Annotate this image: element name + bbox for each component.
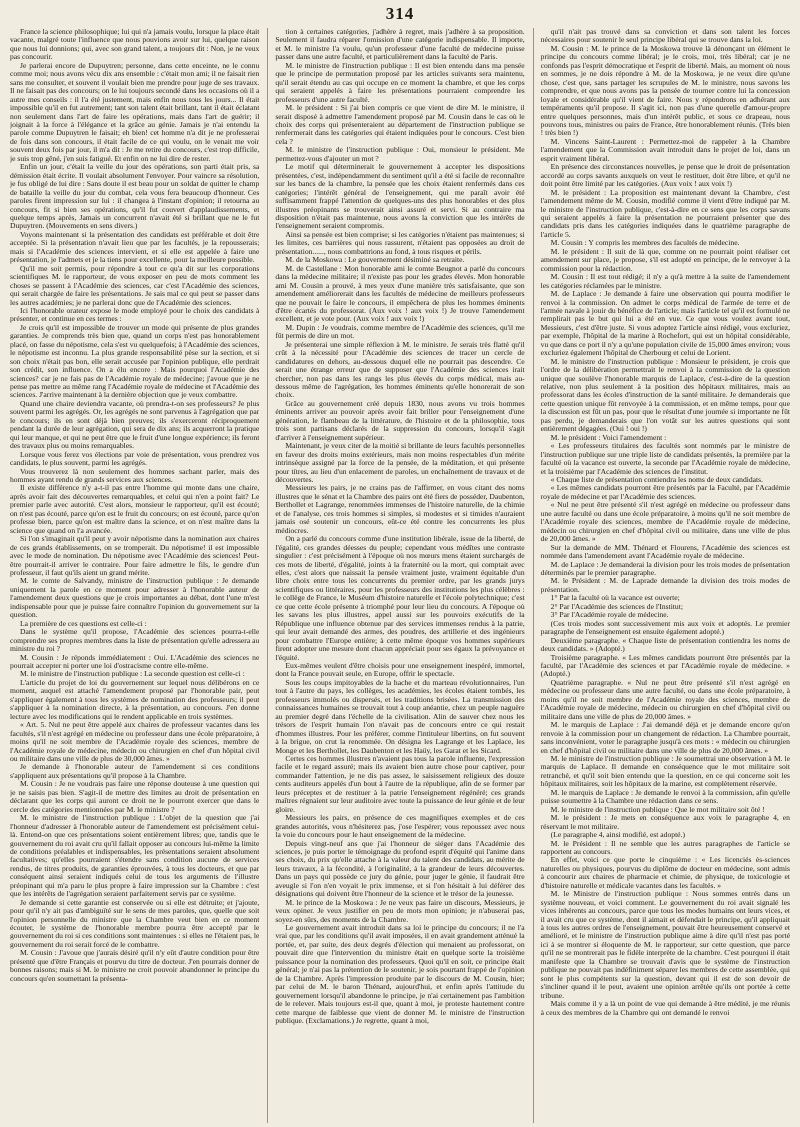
paragraph: Sous les coups impitoyables de la hache et du marteau révolutionnaires, l'un tout à l'autre du pays, les collèges, les académies, les écoles étaient tombés, les professeurs immolés ou dispersés, et les traditions brisées. La transmission des connaissances humaines se trouvait tout à coup anéantie, chez un peuple naguère au premier degré dans l'échelle de la civilisation. Alin de sauver chez nous les trésors de l'esprit humain l'on n'avait pas de concours entre ce qui restait d'hommes illustres. Pour les préférer, comme l'intituleur libertins, on fut souvent à la brigue, on crut la renommée. On désigna les Lagrange et les Laplace, les Monge et les Berthollet, les Daubenton et les Haüy, les Garat et les Sicard. [275, 677, 525, 755]
paragraph: Certes ces hommes illustres n'avaient pas tous la parole influente, l'expression facile et le regard assuré; mais ils avaient bien autre chose pour captiver, pour commander l'attention, je ne dis pas assez, le saisissement religieux des douze cents auditeurs appelés d'un bout à l'autre de la république, afin de se former par leurs préceptes et de restituer à la patrie l'enseignement régénéré; ces grands maîtres régnaient sur leur auditoire avec toute la puissance de leur génie et de leur gloire. [275, 753, 525, 814]
paragraph: 3° Par l'Académie royale de médecine. [550, 610, 669, 620]
paragraph: Sur la demande de MM. Thénard et Flourens, l'Académie des sciences est nommée dans l'amendement avant l'Académie royale de médecine. [540, 542, 790, 561]
paragraph: M. le président : Voici l'amendement : [550, 432, 667, 442]
paragraph: Si l'on s'imaginait qu'il peut y avoir népotisme dans la nomination aux chaires de ces grands établissements, on se tromperait. Du népotisme! il est impossible avec le mode de nomination. Du népotisme avec l'Académie des sciences! Peut-être pourrait-il arriver le contraire. Pour faire admettre le fils, le gendre d'un professeur, il faut qu'ils aient un grand mérite. [10, 534, 260, 577]
paragraph: « Art. 5. Nul ne peut être appelé aux chaires de professeur vacantes dans les facultés, s'il n'est agrégé en médecine ou professeur dans une école préparatoire, à moins qu'il ne soit membre de l'Académie royale des sciences, membre de l'Académie royale de médecine, médecin ou chirurgien en chef d'un hôpital civil ou militaire dans une ville de plus de 30,000 âmes. » [10, 720, 260, 763]
paragraph: M. le marquis de Laplace : J'ai demandé déjà et je demande encore qu'on renvoie à la commission pour un changement de rédaction. La Chambre pourrait, sans inconvénient, voter le paragraphe jusqu'à ces mots : « médecin ou chirurgien en chef d'hôpital civil ou militaire dans une ville de plus de 20,000 âmes. » [540, 720, 790, 755]
paragraph: « Nul ne peut être présenté s'il n'est agrégé en médecine ou professeur dans une autre faculté ou dans une école préparatoire, à moins qu'il ne soit membre de l'Académie royale des sciences, membre de l'Académie royale de médecine, médecin ou chirurgien en chef d'hôpital civil ou militaire, dans une ville de plus de 20,000 âmes. » [540, 500, 790, 544]
paragraph: Depuis vingt-neuf ans que j'ai l'honneur de siéger dans l'Académie des sciences, je puis porter le témoignage du profond esprit d'équité qui l'anime dans ses choix, du prix qu'elle attache à la valeur du talent des candidats, au mérite de leurs travaux, à la fécondité, à l'originalité, à la grandeur de leurs découvertes. Dans un pays qui possède ce jury du génie, pour juger le génie, il faudrait être aveugle si l'on n'en voyait le prix immense, et si l'on hésitait à lui déférer des désignations qui doivent être l'honneur de la science et le trésor de la jeunesse. [275, 838, 525, 899]
paragraph: « Les professeurs titulaires des facultés sont nommés par le ministre de l'instruction publique sur une triple liste de candidats présentés, la première par la faculté où la vacance est ouverte, la seconde par l'Académie royale de médecine, et la troisième par l'Académie des sciences de l'institut. [540, 441, 790, 476]
paragraph: M. le ministre de l'instruction publique : Oui, monsieur le président. Me permettez-vous d'ajouter un mot ? [275, 145, 525, 163]
paragraph: M. le président : Si j'ai bien compris ce que vient de dire M. le ministre, il serait disposé à admettre l'amendement proposé par M. Cousin dans le cas où le choix des corps qui présenteraient au département de l'instruction publique se renfermerait dans les catégories qui étaient indiquées pour le concours. C'est bien cela ? [275, 103, 525, 146]
paragraph: Quand une chaire deviendra vacante, où prendra-t-on ses professeurs? Je plus souvent parmi les agrégés. Or, les agrégés ne sont parvenus à l'agrégation que par le concours; ils en sont déjà bien preuves; ils s'exerceront réciproquement pendant la durée de leur agrégation, qui sera de dix ans; ils acquerront la pratique qui leur manque, et qui ne peut être que le fruit d'une longue expérience; ils feront des travaux plus ou moins remarquables. [10, 398, 260, 451]
paragraph: M. le ministre de l'instruction publique : Il est bien entendu dans ma pensée que le principe de permutation proposé par les articles suivants sera maintenu, qu'il serait étendu au cas qui occupe en ce moment la chambre, et que les corps qui seraient appelés à faire les présentations pourraient comprendre les professeurs d'une autre faculté. [275, 60, 525, 104]
paragraph: 1° Par la faculté où la vacance est ouverte; [550, 593, 680, 603]
paragraph: Qu'il me soit permis, pour répondre à tout ce qu'a dit sur les corporations scientifiques M. le rapporteur, de vous exposer en peu de mots comment les choses se passent à l'Académie des sciences, car c'est l'Académie des sciences, qui serait chargée de faire les présentations. Je sais mal ce qui peut se passer dans les autres académies; je ne parlerai donc que de l'Académie des sciences. [10, 263, 260, 307]
paragraph: M. Cousin : Il est tout rédigé; il n'y a qu'à mettre à la suite de l'amendement les catégories réclamées par le ministre. [540, 272, 790, 290]
paragraph: France la science philosophique; lui qui n'a jamais voulu, lorsque la place était vacante, malgré toute l'influence que nous pouvions avoir sur lui, quelque raison que nous lui donnions; qui, avec son grand talent, a toujours dit : Non, je ne veux pas concourir. [10, 28, 260, 62]
text-columns [10, 28, 790, 1123]
paragraph: M. Cousin : Je réponds immédiatement : Oui. L'Académie des sciences ne pourrait accepter ni porter une loi d'ostracisme contre elle-même. [10, 652, 260, 670]
paragraph: Le motif qui déterminerait le gouvernement à accepter les dispositions présentées, c'est, indépendamment du sentiment qu'il a été si facile de reconnaître sur les bancs de la chambre, la pensée que les choix étaient renfermés dans ces catégories; l'intérêt général de l'enseignement, qui me paraît avoir été suffisamment frappé l'attention de quelques-uns des plus honorables et des plus illustres préopinants se trouverait ainsi assuré et servi. Si au contraire ma disposition n'était pas maintenue, nous avons la conviction que les intérêts de l'enseignement seraient compromis. [275, 162, 525, 231]
paragraph: (Le paragraphe 4, ainsi modifié, est adopté.) [550, 830, 685, 840]
left-column [10, 28, 259, 1123]
paragraph: 2° Par l'Académie des sciences de l'Institut; [550, 601, 683, 611]
paragraph: M. de Castellane : Mon honorable ami le comte Beugnot a parlé du concours dans la médecine militaire; il n'existe pas pour les grades élevés. Mon honorable ami M. Cousin a prouvé, à mes yeux d'une manière très satisfaisante, que son amendement améliorerait dans les facultés de médecine de meilleurs professeurs que ne pouvait le faire le concours, il empêchera de plus les hommes éminents d'être écartés du professorat. (Aux voix ! aux voix !) Je trouve l'amendement excellent, et je vote pour. (Aux voix ! aux voix !) [275, 263, 525, 324]
paragraph: Grâce au gouvernement créé depuis 1830, nous avons vu trois hommes éminents arriver au pouvoir après avoir fait briller pour l'enseignement d'une génération, le flambeau de la littérature, de l'histoire et de la philosophie, tous trois sont partisans déclarés de la suppression du concours, lorsqu'il s'agit d'arriver à l'enseignement supérieur. [275, 398, 525, 442]
paragraph: Le gouvernement avait introduit dans sa loi le principe du concours; il ne l'a vrai que, par les conditions qu'il avait imposées, il en avait grandement atténué la portée, et, par suite, des deux degrés d'élection qui menaient au professorat, on pouvait dire que l'intervention du ministre était en quelque sorte la troisième puissance pour la nomination des professeurs. Quoi qu'il en soit, ce principe était général; je n'ai pas la prétention de le soutenir, je sois pourtant frappé de l'opinion de la Chambre. Après l'impression produite par le discours de M. Cousin, hier; par celui de M. le baron Thénard, aujourd'hui, et enfin après l'attitude du gouvernement lorsqu'il abandonne le principe, je n'ai certainement pas l'ambition de le relever. Mais toujours est-il que, quant à moi, je proteste hautement contre cette marque de faiblesse que vient de donner M. le ministre de l'instruction publique. (Exclamations.) Je regrette, quant à moi, [275, 923, 525, 1026]
paragraph: L'article du projet de loi du gouvernement sur lequel nous délibérons en ce moment, auquel est attaché l'amendement proposé par l'honorable pair, peut s'appliquer également à tous les systèmes de nomination des professeurs; il peut s'appliquer à la nomination directe, à la présentation, au concours. J'en donne lecture avec les modifications qui le rendent applicable en trois systèmes. [10, 677, 260, 721]
paragraph: M. le marquis de Laplace : Je demande le renvoi à la commission, afin qu'elle puisse soumettre à la Chambre une rédaction dans ce sens. [540, 787, 790, 806]
paragraph: M. Dupin : Je voudrais, comme membre de l'Académie des sciences, qu'il me fût permis de dire un mot. [275, 322, 525, 341]
paragraph: « Les mêmes candidats pourront être présentés par la Faculté, par l'Académie royale de médecine et par l'Académie des sciences. [540, 483, 790, 501]
paragraph: M. le président : Je mets en conséquence aux voix le paragraphe 4, en réservant le mot militaire. [540, 813, 790, 831]
paragraph: Ici l'honorable orateur expose le mode employé pour le choix des candidats à présenter, et continue en ces termes : [10, 305, 260, 324]
paragraph: On a parlé du concours comme d'une institution libérale, issue de la liberté, de l'égalité, ces grandes déesses du peuple; cependant vous médîtes une contraste singulier : c'est précisément à l'époque où nos mœurs mens étaient surchargés de ces mots de liberté, d'égalité, joints à la fraternité ou la mort, qui comptait avec elles, c'est alors que naissait la pensée vraiment juste, vraiment équitable d'un libre choix entre tous les concurrents du premier ordre, par les grands jurys scientifiques ou littéraires, pour les professeurs des institutions les plus célèbres : le collège de France, le Muséum d'histoire naturelle et l'école polytechnique; c'est ce que cette école présente à triomphé pour leur lieu du concours. A l'époque où les savans les plus illustres, appel aussi sur les pouvoirs exécutifs de la République une influence obtenue par des services immenses rendus à la patrie, qui leur avait demandé des armes, des poudres, des artillerie et des ingénieurs pour combattre l'Europe entière; à cette même époque vos hommes supérieurs firent adopter une mesure dont chacun appréciait pour ses égaux la prévoyance et l'équité. [275, 534, 525, 662]
paragraph: Mais comme il y a là un point de vue qui demande à être médité, je me réunis à ceux des membres de la Chambre qui ont demandé le renvoi [540, 999, 790, 1017]
paragraph: Quatrième paragraphe. « Nul ne peut être présenté s'il n'est agrégé en médecine ou professeur dans une autre faculté, ou dans une école préparatoire, à moins qu'il ne soit membre de l'Académie royale des sciences, membre de l'Académie royale de médecine, médecin ou chirurgien en chef d'hôpital civil ou militaire dans une ville de plus de 20,000 âmes. » [540, 677, 790, 721]
paragraph: M. le comte de Salvandy, ministre de l'instruction publique : Je demande uniquement la parole en ce moment pour adresser à l'honorable auteur de l'amendement deux questions que je crois importantes au débat, dont l'une m'est indispensable pour que je puisse faire connaître l'opinion du gouvernement sur la question. [10, 576, 260, 620]
paragraph: M. le ministre de l'instruction publique : La seconde question est celle-ci : [20, 669, 245, 679]
middle-column [267, 28, 524, 1123]
paragraph: Ainsi sa pensée est bien comprise; si les catégories n'étaient pas maintenues; si les limites, ces barrières qui nous rassurent, n'étaient pas opposées au droit de présentation......, nous combattrions au fond, à tous risques et périls. [275, 229, 525, 256]
paragraph: M. le Président : Il ne semble que les autres paragraphes de l'article se rapportent au concours. [540, 838, 790, 856]
paragraph: La première de ces questions est celle-ci : [20, 618, 147, 628]
paragraph: Je présenterai une simple réflexion à M. le ministre. Je serais très flatté qu'il crût à la nécessité pour l'Académie des sciences de tracer un cercle de candidatures en dehors, au-dessous duquel elle ne pourrait pas descendre. Ce serait une étrange erreur que de supposer que l'Académie des sciences irait chercher, non pas dans les rangs les plus élevés du corps médical, mais au-dessous même de l'agrégation, les hommes éminents qu'elle honorerait de son choix. [275, 339, 525, 400]
paragraph: En effet, voici ce que porte le cinquième : « Les licenciés ès-sciences naturelles ou physiques, pourvus du diplôme de docteur en médecine, sont admis à concourir aux chaires de pharmacie et chimie, de physique, de toxicologie et d'histoire naturelle et médicale vacantes dans les facultés. » [540, 855, 790, 890]
paragraph: Je demande à l'honorable auteur de l'amendement si ces conditions s'appliquent aux présentations qu'il propose à la Chambre. [10, 762, 260, 780]
paragraph: M. le prince de la Moskowa : Je ne veux pas faire un discours, Messieurs, je veux opiner. Je veux justifier en peu de mots mon opinion; je n'abuserai pas, soyez-en sûrs, des moments de la Chambre. [275, 897, 525, 924]
paragraph: Eux-mêmes veulent d'être choisis pour une enseignement inespéré, immortel, dont la France pouvait seule, en Europe, offrir le spectacle. [275, 660, 525, 679]
paragraph: Messieurs les pairs, je ne crains pas de l'affirmer, en vous citant des noms illustres que le sénat et la Chambre des pairs ont été fiers de posséder, Daubenton, Berthollet et Lagrange, renommées immenses de l'histoire naturelle, de la chimie et de l'analyse, ces trois hommes si simples, si modestes et si timides n'auraient jamais osé soutenir un concours, eût-ce été contre les concurrents les plus médiocres. [275, 483, 525, 535]
paragraph: M. de Laplace : Je demanderai la division pour les trois modes de présentation déterminés par le premier paragraphe. [540, 559, 790, 577]
paragraph: M. Cousin : Y compris les membres des facultés de médecine. [550, 238, 740, 248]
paragraph: M. de la Moskowa : Le gouvernement désiminé sa retraite. [285, 255, 465, 265]
paragraph: « Chaque liste de présentation contiendra les noms de deux candidats. [550, 475, 764, 485]
paragraph: M. le ministre de l'instruction publique : L'objet de la question que j'ai l'honneur d'adresser à l'honorable auteur de l'amendement est précisément celui-là. Entend-on que ces présentations soient entièrement libres; que, tandis que le gouvernement du roi avait cru qu'il fallait opposer au concours lui-même la limite de conditions préalables et indispensables, les présentations seraient absolument facultatives; qu'elles pourraient s'étendre sans condition aucune de services rendus, de titres produits, de garanties éprouvées, à tous les docteurs, et que par conséquent ainsi seraient indiqués celui de tous les arguments de l'illustre préopinant qui m'a paru le plus propre à faire impression sur la Chambre : c'est que les intérêts de l'agrégation seraient parfaitement servis par ce système. [10, 813, 260, 899]
paragraph: Je demande si cette garantie est conservée ou si elle est détruite; et j'ajoute, pour qu'il n'y ait pas d'ambiguïté sur le sens de mes paroles, que, quelle que soit l'opinion personnelle du ministre que la Chambre veut bien en ce moment écouter, le système de l'honorable membre pourra être accepté par le gouvernement du roi si ces conditions sont maintenues : si elles ne l'étaient pas, le gouvernement du roi serait forcé de le combattre. [10, 897, 260, 949]
paragraph: M. Cousin : Je ne voudrais pas faire une réponse douteuse à une question qui je ne saisis pas bien. S'agit-il de mettre des limites au droit de présentation en déclarant que les corps qui auront ce droit ne le pourront exercer que dans le cercle des catégories mentionnées par M. le ministre ? [10, 779, 260, 814]
paragraph: M. Cousin : M. le prince de la Moskowa trouve là dénonçant un élément le principe du concours comme libéral; je le crois, moi, très libéral; car je ne confonds pas l'esprit démocratique et l'esprit de liberté. Mais, au moment où nous en sommes, je ne dois répondre à M. de la Moskowa, je ne veux dire qu'une chose, c'est que, sans partager les scrupules de M. le ministre, nous savons les comprendre, et que nous avons pas la pensée de tourner contre lui la concession loyale et considérable qu'il vient de faire. Nous y répondrons en adhérant aux tempéraments qu'il propose. Il s'agit ici, non pas d'une querelle d'amour-propre entre quelques personnes, mais d'un intérêt public, et sous ce drapeau, nous pouvons tous, ministres ou pairs de France, être honorablement réunis. (Très bien ! très bien !) [540, 43, 790, 138]
paragraph: M. le président : Il suit de là que, comme on ne pourrait point réaliser cet amendement sur place, je propose, s'il est adopté en principe, de le renvoyer à la commission pour la rédaction. [540, 246, 790, 273]
paragraph: Troisième paragraphe. « Les mêmes candidats pourront être présentés par la faculté, par l'Académie des sciences et par l'Académie royale de médecine. » (Adopté.) [540, 652, 790, 679]
paragraph: qu'il n'ait pas trouvé dans sa conviction et dans son talent les forces nécessaires pour soutenir le seul principe libéral qui se trouve dans la loi. [540, 28, 790, 45]
paragraph: M. le ministre de l'instruction publique : Je soumettrai une observation à M. le marquis de Laplace. Il demande en conséquence que le mot militaire soit retranché, et qu'il soit bien entendu que la question, en ce qui concerne soit les hôpitaux militaires, soit les hôpitaux de la marine, est complètement réservée. [540, 753, 790, 789]
paragraph: En présence des circonstances nouvelles, je pense que le droit de présentation accordé au corps savants auxquels on veut le restituer, doit être libre, et qu'il ne doit point être limité par les catégories. (Aux voix ! aux voix !) [540, 162, 790, 189]
paragraph: tion à certaines catégories, j'adhère à regret, mais j'adhère à sa proposition. Seulement il faudra réparer l'omission d'une catégorie indispensable. Il importe, et M. le ministre l'a voulu, qu'un professeur d'une faculté de médecine puisse passer dans une autre faculté, et particulièrement dans la faculté de Paris. [275, 28, 525, 62]
paragraph: Messieurs les pairs, en présence de ces magnifiques exemples et de ces grandes autorités, vous n'hésiterez pas, j'ose l'espérer; vous repoussez avec nous la voie du concours pour le haut enseignement de la médecine. [275, 813, 525, 840]
paragraph: M. le président : La proposition est maintenant devant la Chambre, c'est l'amendement même de M. Cousin, modifié comme il vient d'être indiqué par M. le ministre de l'instruction publique, c'est-à-dire en ce sens que les corps savans qui seraient appelés à faire la présentation ne pourraient présenter que des candidats pris dans les catégories indiquées dans le quatrième paragraphe de l'article 5. [540, 187, 790, 239]
paragraph: M. Vincens Saint-Laurent : Permettez-moi de rappeler à la Chambre l'amendement que la Commission avait introduit dans le projet de loi, dans un esprit vraiment libéral. [540, 136, 790, 163]
paragraph: M. le ministre de l'instruction publique : Monsieur le président, je crois que l'ordre de la délibération permettrait le renvoi à la commission de la question unique que soulève l'honorable marquis de Laplace, c'est-à-dire de la question relative, non plus seulement à la position des hôpitaux militaires, mais au professorat dans les écoles d'instruction de la santé militaire. Je demanderais que cette question unique fût renvoyée à la commission, et en même temps, pour que la discussion est fût un pas, pour que le résultat d'une journée si importante ne fût pas perdu, je demanderais que l'on votât sur les autres questions qui sont entièrement dégagées. (Oui ! oui !) [540, 356, 790, 434]
paragraph: M. Cousin : J'avoue que j'aurais désiré qu'il n'y eût d'autre condition pour être présenté que d'être Français et pourvu du titre de docteur. J'en pourrais donner de bonnes raisons; mais si M. le ministre ne croit pouvoir abandonner le principe du concours qu'en soumettant la présenta- [10, 948, 260, 983]
page-number: 314 [385, 4, 415, 23]
paragraph: Dans le système qu'il propose, l'Académie des sciences pourra-t-elle comprendre ses propres membres dans la liste de présentation qu'elle adressera au ministre du roi ? [10, 627, 260, 654]
paragraph: Lorsque vous ferez vos élections par voie de présentation, vous prendrez vos candidats, le plus souvent, parmi les agrégés. [10, 449, 260, 468]
paragraph: Je parlerai encore de Dupuytren; personne, dans cette enceinte, ne le connu comme moi; nous avons vécu dix ans ensemble : c'était mon ami; il ne faisait rien sans me consulter, et souvent il voulait bien me prendre pour juge de ses travaux. Il ne faisait pas des concours; on le lui toujours secondé dans les occasions où il a autre mes conseils : il l'a été justement, mais enfin nous tous les jours... Il était impossible qu'il en fut autrement; tant son talent était brillant, tant il était éclatant non seulement dans l'art de faire les opérations, mais dans l'art de guérir; il joignait à la force à l'élégance et la grâce au génie. Jamais je n'ai entendu la parole comme Dupuytren le faisait; eh bien! cet homme n'a dit je ne professerai de fois dans son concours, il était facile de ce qui voulu, on le venait me voir souvent deux fois par jour, il m'a dit : Je me retire du concours, c'est trop difficile, je suis trop gêné, j'en suis fatigué. Et enfin on ne lui dire de rester. [10, 60, 260, 163]
paragraph: Il existe différence n'y a-t-il pas entre l'homme qui monte dans une chaire, après avoir fait des découvertes remarquables, et celui qui n'en a point fait? Le premier parle avec autorité. C'est alors, monsieur le rapporteur, qu'il est écouté; on n'est pas écouté, parce qu'on est le fruit du concours; on est écouté, parce qu'on professe bien, parce qu'on est maître dans la science, et on n'est maître dans la science que quand on l'a avancée. [10, 483, 260, 535]
paragraph: M. le ministre de l'instruction publique : Que le mot militaire soit ôté ! [550, 804, 765, 814]
paragraph: (Ces trois modes sont successivement mis aux voix et adoptés. Le premier paragraphe de l'enseignement est ensuite également adopté.) [540, 618, 790, 637]
paragraph: Deuxième paragraphe. « Chaque liste de présentation contiendra les noms de deux candidats. » (Adopté.) [540, 635, 790, 654]
paragraph: Maintenant, je veux citer de la moitié si brillante de leurs facultés personnelles en faveur des droits moins extérieurs, mais non moins respectables d'un mérite intrinsèque assigné par la force de la pensée, de la méditation, et qui présente pour títres, au lieu d'un enlacement de paroles, un enchaînement de travaux et de découvertes. [275, 441, 525, 485]
right-column [533, 28, 790, 1123]
paragraph: M. le Ministre de l'instruction publique : Nous sommes entrés dans un système nouveau, et voici comment. Le gouvernement du roi avait signalé les vices inhérents au concours, parce que tous les modes humains ont leurs vices, et il avait cru que ce système, dont il aimait et défendait le principe, qu'il appliquait à tous les autres ordres de l'enseignement, pouvait être heureusement conservé et amélioré, et le ministre de l'instruction publique aime à dire qu'il n'est pas porté ici à se montrer si éloquente de M. le rapporteur, sur cette question, que parce qu'il ne se montrerait pas le fidèle interprète de la chambre. C'est pourquoi il était manifeste que la Chambre se trouvait d'avis que le système de l'instruction publique ne pouvait pas indéfiniment séparer les membres de cette assemblée, qui sont le plus compétents sur la question, devant qui il est de son devoir de s'incliner quand il le peut, avaient une opinion arrêtée qu'ils ont portée à cette tribune. [540, 889, 790, 1000]
paragraph: M. le Président : M. de Laprade demande la division des trois modes de présentation. [540, 576, 790, 594]
paragraph: Enfin un jour, c'était la veille du jour des opérations, son parti était pris, sa démission était écrite. Il voulait absolument l'envoyer. Pour vaincre sa résolution, je fus obligé de lui dire : Sans doute il est beau pour un soldat de quitter le champ de bataille la veille du jour du combat, cela vous fera beaucoup d'honneur. Ces paroles firent impression sur lui : il changea à l'instant d'opinion; il retourna au concours, fit si bien ses opérations, qu'il fut couvert d'applaudissements, et quelque temps après, Jamais un concurrent n'avait été si brillant que ne le fut Dupuytren. (Mouvements en sens divers.) [10, 162, 260, 231]
paragraph: M. de Laplace : Je demande à faire une observation qui pourra modifier le renvoi à la commission. On admet le corps médical de l'armée de terre et de l'armée navale à jouir du bénéfice de l'article; mais l'article tel qu'il est formulé ne remplirait pas le but qui lui a été en vue. Ce que vous voulez avant tout, Messieurs, c'est d'être juste. Si vous adoptez l'article ainsi rédigé, vous excluriez, par exemple, l'hôpital de la marine à Rochefort, qui est un hôpital considérable, vu que dans ce port il n'y a qu'une population civile de 15,000 âmes environ; vous excluriez également l'hôpital de Cherbourg et celui de Lorient. [540, 289, 790, 358]
paragraph: Voyons maintenant si la présentation des candidats est préférable et doit être acceptée. Si la présentation n'avait lieu que par les facultés, je la repousserais; mais si l'Académie des sciences intervient, et si elle est appelée à faire une présentation, je l'admets et je la tiens pour excellente, pour la meilleure possible. [10, 229, 260, 265]
paragraph: Je crois qu'il est impossible de trouver un mode qui présente de plus grandes garanties. Je comprends très bien que, quand un corps n'est pas honorablement placé, on fasse du népotisme, cela s'est vu quelquefois; à l'Académie des sciences, le népotisme est inconnu. La plus grande responsabilité pèse sur la section, et si son choix n'était pas bon, elle serait accusée par l'opinion publique, elle perdrait son crédit, son influence. On a élu encore : Mais pourquoi l'Académie des sciences? car je ne fais pas de l'Académie royale de médecine; j'avoue que je ne pense pas mettre au même rang l'Académie royale de médecine et l'Académie des sciences. J'arrive maintenant à la dernière objection que je veux combattre. [10, 322, 260, 400]
paragraph: Vous trouverez là non seulement des hommes sachant parler, mais des hommes ayant rendu de grands services aux sciences. [10, 466, 260, 485]
